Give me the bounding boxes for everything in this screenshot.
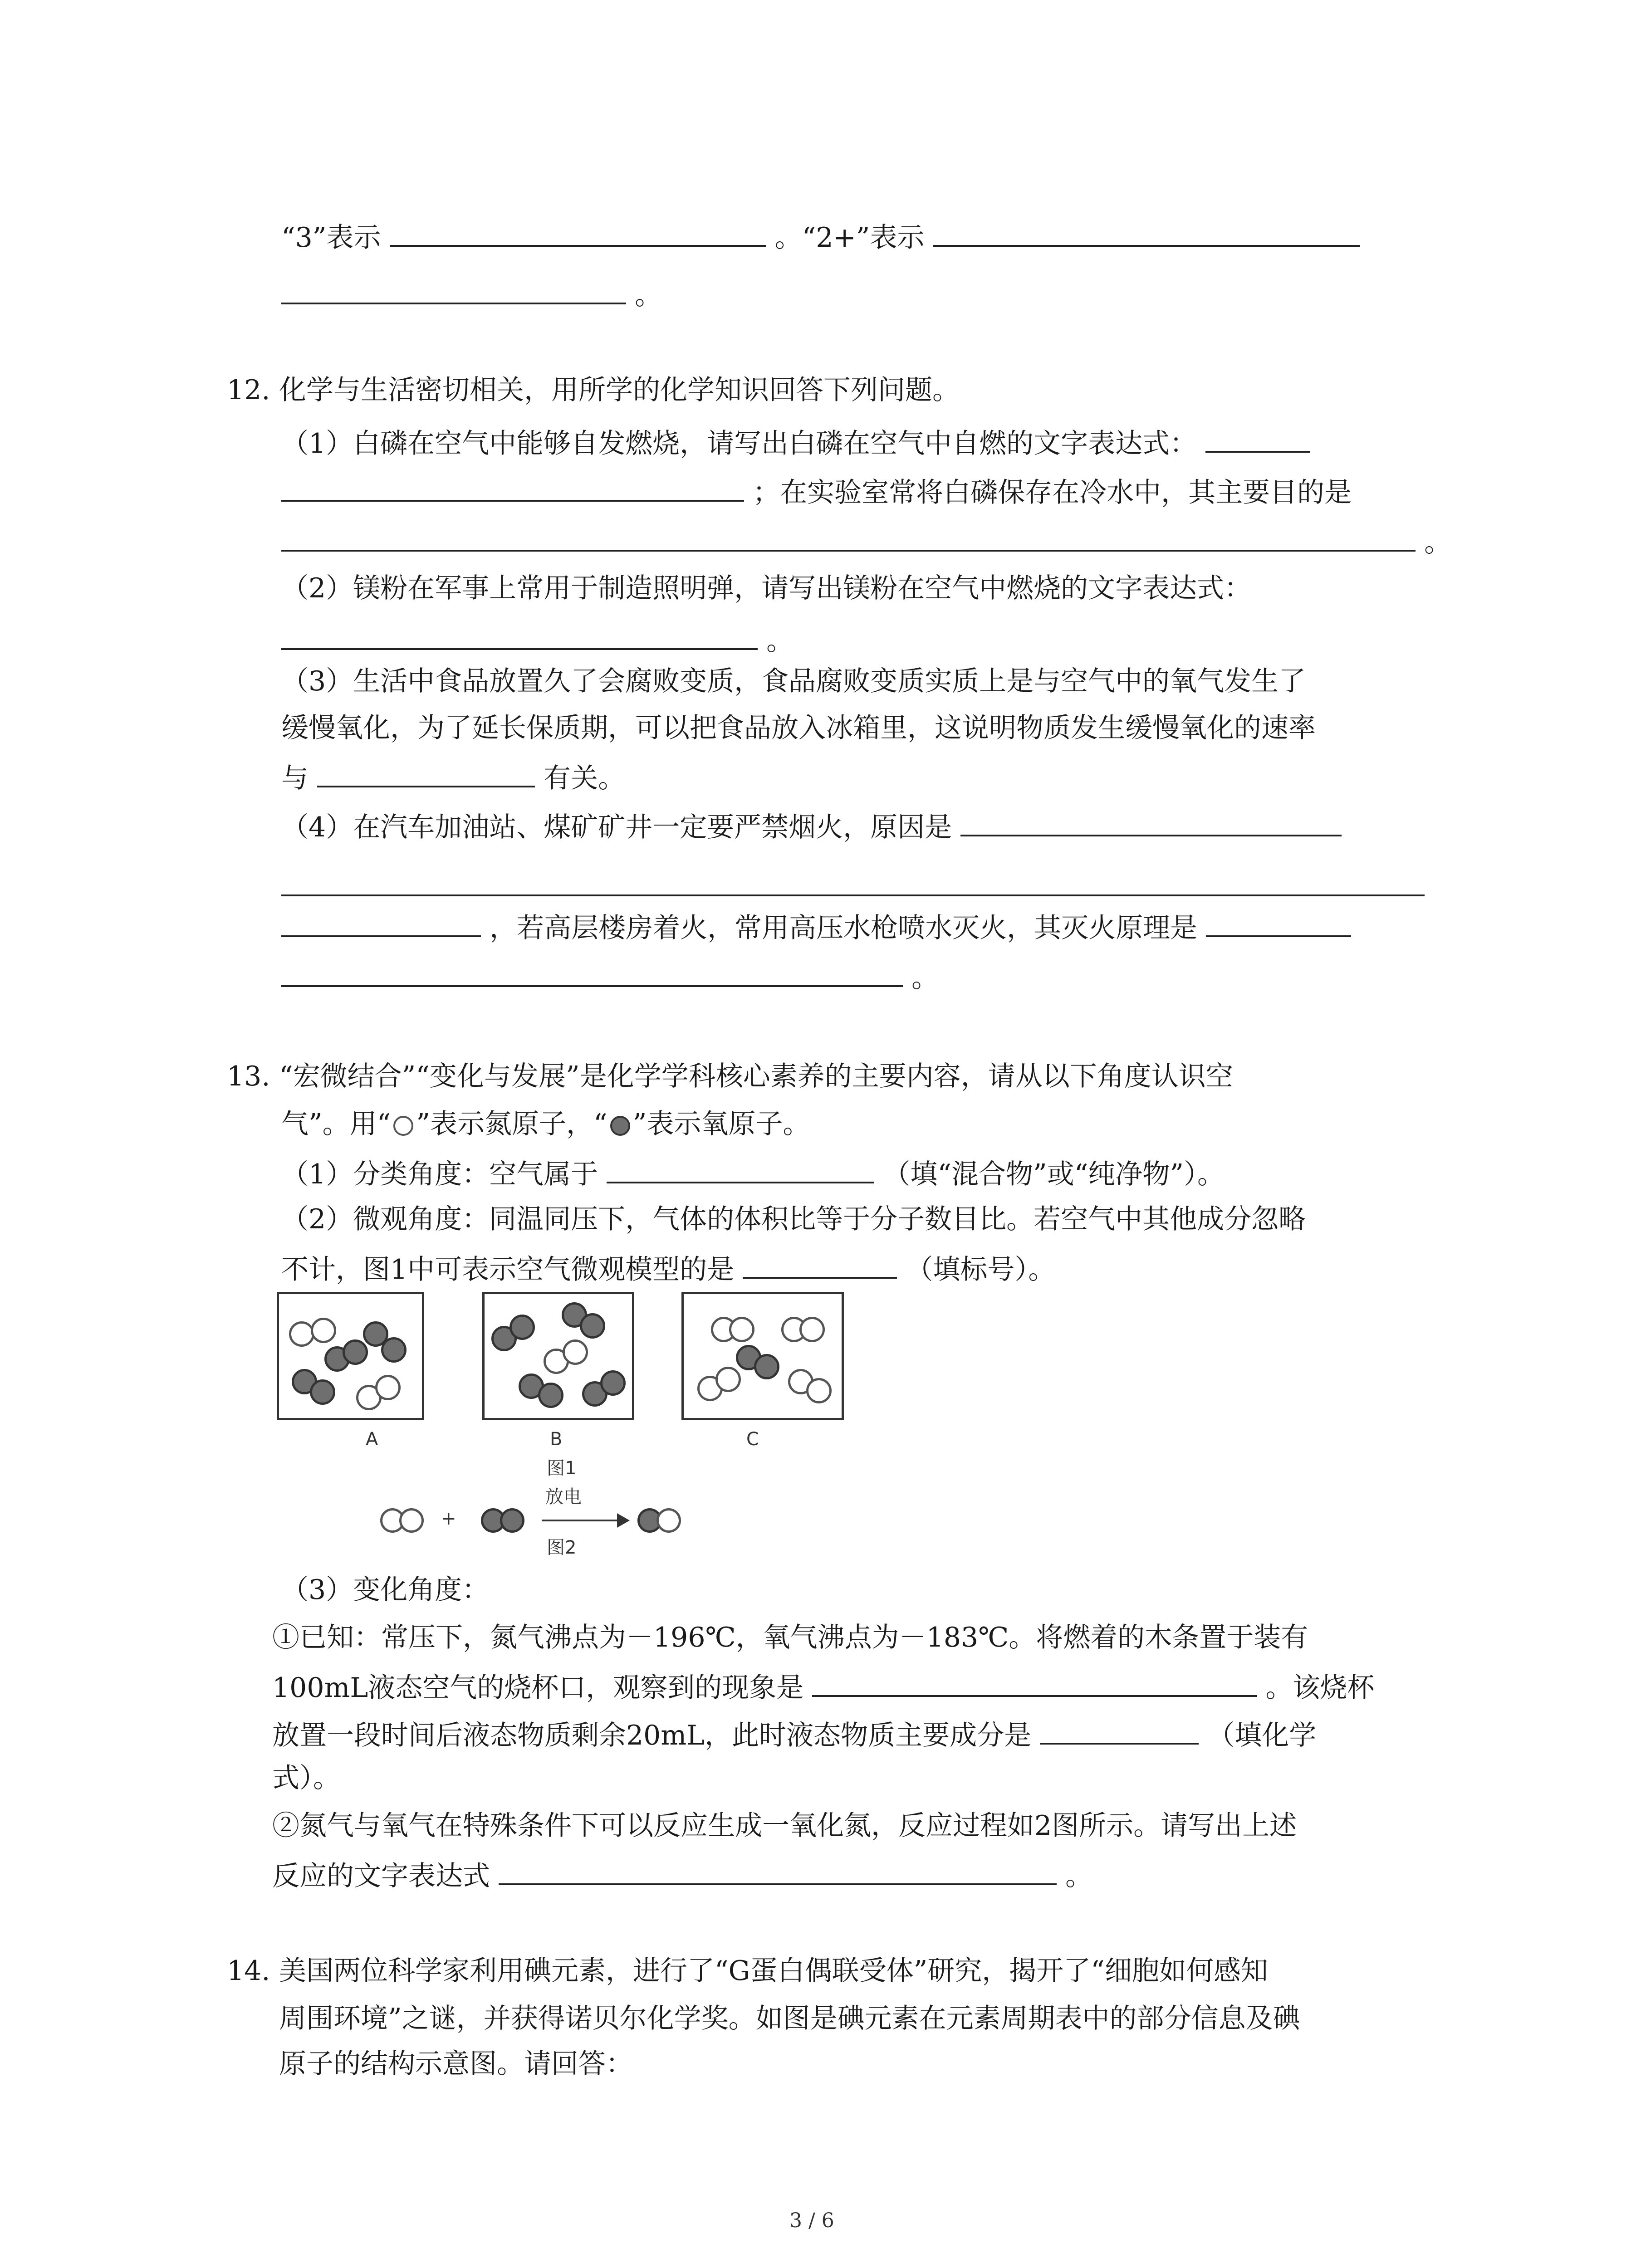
text: “3”表示 xyxy=(281,222,381,254)
question-number: 14. xyxy=(227,1955,270,1987)
q13-c1a xyxy=(272,1619,1308,1656)
answer-blank xyxy=(390,217,766,247)
q13-p2a xyxy=(281,1201,1306,1237)
nitrogen-atom xyxy=(799,1317,825,1342)
oxygen-atom xyxy=(600,1370,626,1396)
q12-p3c xyxy=(281,758,625,797)
answer-blank xyxy=(281,620,758,650)
q14-line-2 xyxy=(279,2000,1300,2037)
text: （3）变化角度： xyxy=(281,1574,490,1606)
text: 。该烧杯 xyxy=(1265,1672,1375,1704)
model-box-b xyxy=(482,1292,634,1420)
text: （填标号）。 xyxy=(906,1254,1056,1286)
oxygen-atom xyxy=(500,1508,524,1533)
text: 。“2+”表示 xyxy=(774,222,925,254)
answer-blank xyxy=(743,1249,897,1279)
q13-stem-1 xyxy=(227,1058,1233,1095)
model-box-c xyxy=(681,1292,844,1420)
nitrogen-atom xyxy=(729,1317,754,1342)
question-stem: 美国两位科学家利用碘元素，进行了“G蛋白偶联受体”研究，揭开了“细胞如何感知 xyxy=(279,1955,1268,1987)
top-line-1 xyxy=(281,217,1360,256)
nitrogen-atom xyxy=(656,1508,681,1533)
arrow-condition-label: 放电 xyxy=(545,1486,582,1507)
oxygen-atom xyxy=(754,1354,779,1379)
text: 。 xyxy=(1065,1860,1093,1892)
oxygen-atom xyxy=(381,1337,407,1363)
nitrogen-atom-icon xyxy=(393,1116,413,1136)
text: ；在实验室常将白磷保存在冷水中，其主要目的是 xyxy=(753,477,1352,508)
box-label-c: C xyxy=(746,1429,759,1450)
text: ”表示氮原子，“ xyxy=(416,1108,607,1140)
q12-p4a xyxy=(281,807,1342,846)
answer-blank xyxy=(317,758,535,787)
model-box-a xyxy=(277,1292,424,1420)
text: 原子的结构示意图。请回答： xyxy=(279,2048,633,2080)
top-line-2 xyxy=(281,274,662,313)
q13-p3 xyxy=(281,1572,489,1608)
text: （4）在汽车加油站、煤矿矿井一定要严禁烟火，原因是 xyxy=(281,811,952,843)
text: （3）生活中食品放置久了会腐败变质，食品腐败变质实质上是与空气中的氧气发生了 xyxy=(281,665,1306,697)
q13-c1c xyxy=(272,1715,1316,1754)
figure-1-caption: 图1 xyxy=(547,1458,577,1479)
oxygen-atom xyxy=(538,1383,563,1408)
q13-p1 xyxy=(281,1154,1225,1193)
text: 缓慢氧化，为了延长保质期，可以把食品放入冰箱里，这说明物质发生缓慢氧化的速率 xyxy=(281,712,1316,744)
q13-stem-2 xyxy=(281,1106,810,1142)
q12-p1c xyxy=(281,522,1451,561)
question-stem: 化学与生活密切相关，用所学的化学知识回答下列问题。 xyxy=(279,374,960,406)
box-label-a: A xyxy=(366,1429,378,1450)
nitrogen-atom xyxy=(311,1318,336,1343)
q14-line-1 xyxy=(227,1953,1268,1989)
nitrogen-atom xyxy=(375,1375,401,1400)
q12-p3a xyxy=(281,663,1306,699)
q12-p2b xyxy=(281,620,794,659)
text: （2）镁粉在军事上常用于制造照明弹，请写出镁粉在空气中燃烧的文字表达式： xyxy=(281,572,1252,604)
nitrogen-atom xyxy=(289,1321,314,1347)
arrow-head-icon xyxy=(617,1513,630,1528)
page-number: 3 / 6 xyxy=(789,2209,834,2232)
text: （填“混合物”或“纯净物”）。 xyxy=(883,1158,1225,1190)
answer-blank xyxy=(281,472,744,502)
q14-line-3 xyxy=(279,2046,633,2082)
answer-blank xyxy=(812,1667,1257,1697)
answer-blank xyxy=(281,907,481,937)
q12-p4c xyxy=(281,957,939,996)
answer-blank xyxy=(607,1154,874,1183)
q13-c1b xyxy=(272,1667,1374,1706)
nitrogen-atom xyxy=(806,1378,832,1403)
text: 式）。 xyxy=(272,1762,340,1794)
text: （1）分类角度：空气属于 xyxy=(281,1158,598,1190)
text: 。 xyxy=(911,962,939,994)
q12-p2a xyxy=(281,570,1251,606)
text: （1）白磷在空气中能够自发燃烧，请写出白磷在空气中自燃的文字表达式： xyxy=(281,428,1197,459)
text: 气”。用“ xyxy=(281,1108,391,1140)
plus-sign: + xyxy=(441,1508,456,1529)
oxygen-atom-icon xyxy=(610,1116,630,1136)
question-number: 12. xyxy=(227,374,270,406)
answer-blank xyxy=(281,274,626,304)
q12-stem xyxy=(227,372,960,408)
text: （2）微观角度：同温同压下，气体的体积比等于分子数目比。若空气中其他成分忽略 xyxy=(281,1203,1306,1235)
text: 不计，图1中可表示空气微观模型的是 xyxy=(281,1254,735,1286)
q13-c1d xyxy=(272,1760,340,1796)
nitrogen-atom xyxy=(563,1339,588,1365)
text: ②氮气与氧气在特殊条件下可以反应生成一氧化氮，反应过程如2图所示。请写出上述 xyxy=(272,1810,1297,1842)
q12-p1b xyxy=(281,472,1352,511)
answer-blank xyxy=(933,217,1360,247)
text: 放置一段时间后液态物质剩余20mL，此时液态物质主要成分是 xyxy=(272,1720,1032,1751)
question-number: 13. xyxy=(227,1061,270,1092)
q13-p2b xyxy=(281,1249,1055,1288)
q13-c2b xyxy=(272,1855,1092,1894)
q12-p1a xyxy=(281,423,1310,462)
answer-blank xyxy=(960,807,1342,836)
reaction-arrow xyxy=(542,1520,619,1521)
answer-blank xyxy=(1206,907,1351,937)
text: 有关。 xyxy=(544,763,626,794)
text: 与 xyxy=(281,763,309,794)
text: （填化学 xyxy=(1207,1720,1317,1751)
answer-blank xyxy=(281,866,1425,896)
text: 100mL液态空气的烧杯口，观察到的现象是 xyxy=(272,1672,804,1704)
oxygen-atom xyxy=(580,1313,605,1339)
nitrogen-atom xyxy=(399,1508,424,1533)
answer-blank xyxy=(281,522,1416,552)
text: ，若高层楼房着火，常用高压水枪喷水灭火，其灭火原理是 xyxy=(490,912,1198,944)
figure-2-caption: 图2 xyxy=(547,1537,577,1558)
question-stem: “宏微结合”“变化与发展”是化学学科核心素养的主要内容，请从以下角度认识空 xyxy=(279,1061,1233,1092)
q12-p4-blank xyxy=(281,866,1425,905)
answer-blank xyxy=(499,1855,1057,1885)
q12-p3b xyxy=(281,710,1316,746)
oxygen-atom xyxy=(509,1315,535,1340)
answer-blank xyxy=(1205,423,1310,453)
text: 周围环境”之谜，并获得诺贝尔化学奖。如图是碘元素在元素周期表中的部分信息及碘 xyxy=(279,2003,1300,2034)
q12-p4b xyxy=(281,907,1351,946)
text: 。 xyxy=(635,279,662,311)
answer-blank xyxy=(1040,1715,1199,1745)
text: ”表示氧原子。 xyxy=(632,1108,810,1140)
oxygen-atom xyxy=(343,1339,368,1365)
text: 。 xyxy=(1424,527,1452,558)
q13-c2a xyxy=(272,1808,1297,1844)
oxygen-atom xyxy=(310,1379,335,1405)
text: 反应的文字表达式 xyxy=(272,1860,490,1892)
box-label-b: B xyxy=(550,1429,563,1450)
text: 。 xyxy=(766,625,794,657)
answer-blank xyxy=(281,957,903,987)
nitrogen-atom xyxy=(715,1367,741,1392)
text: ①已知：常压下，氮气沸点为－196℃，氧气沸点为－183℃。将燃着的木条置于装有 xyxy=(272,1622,1308,1653)
